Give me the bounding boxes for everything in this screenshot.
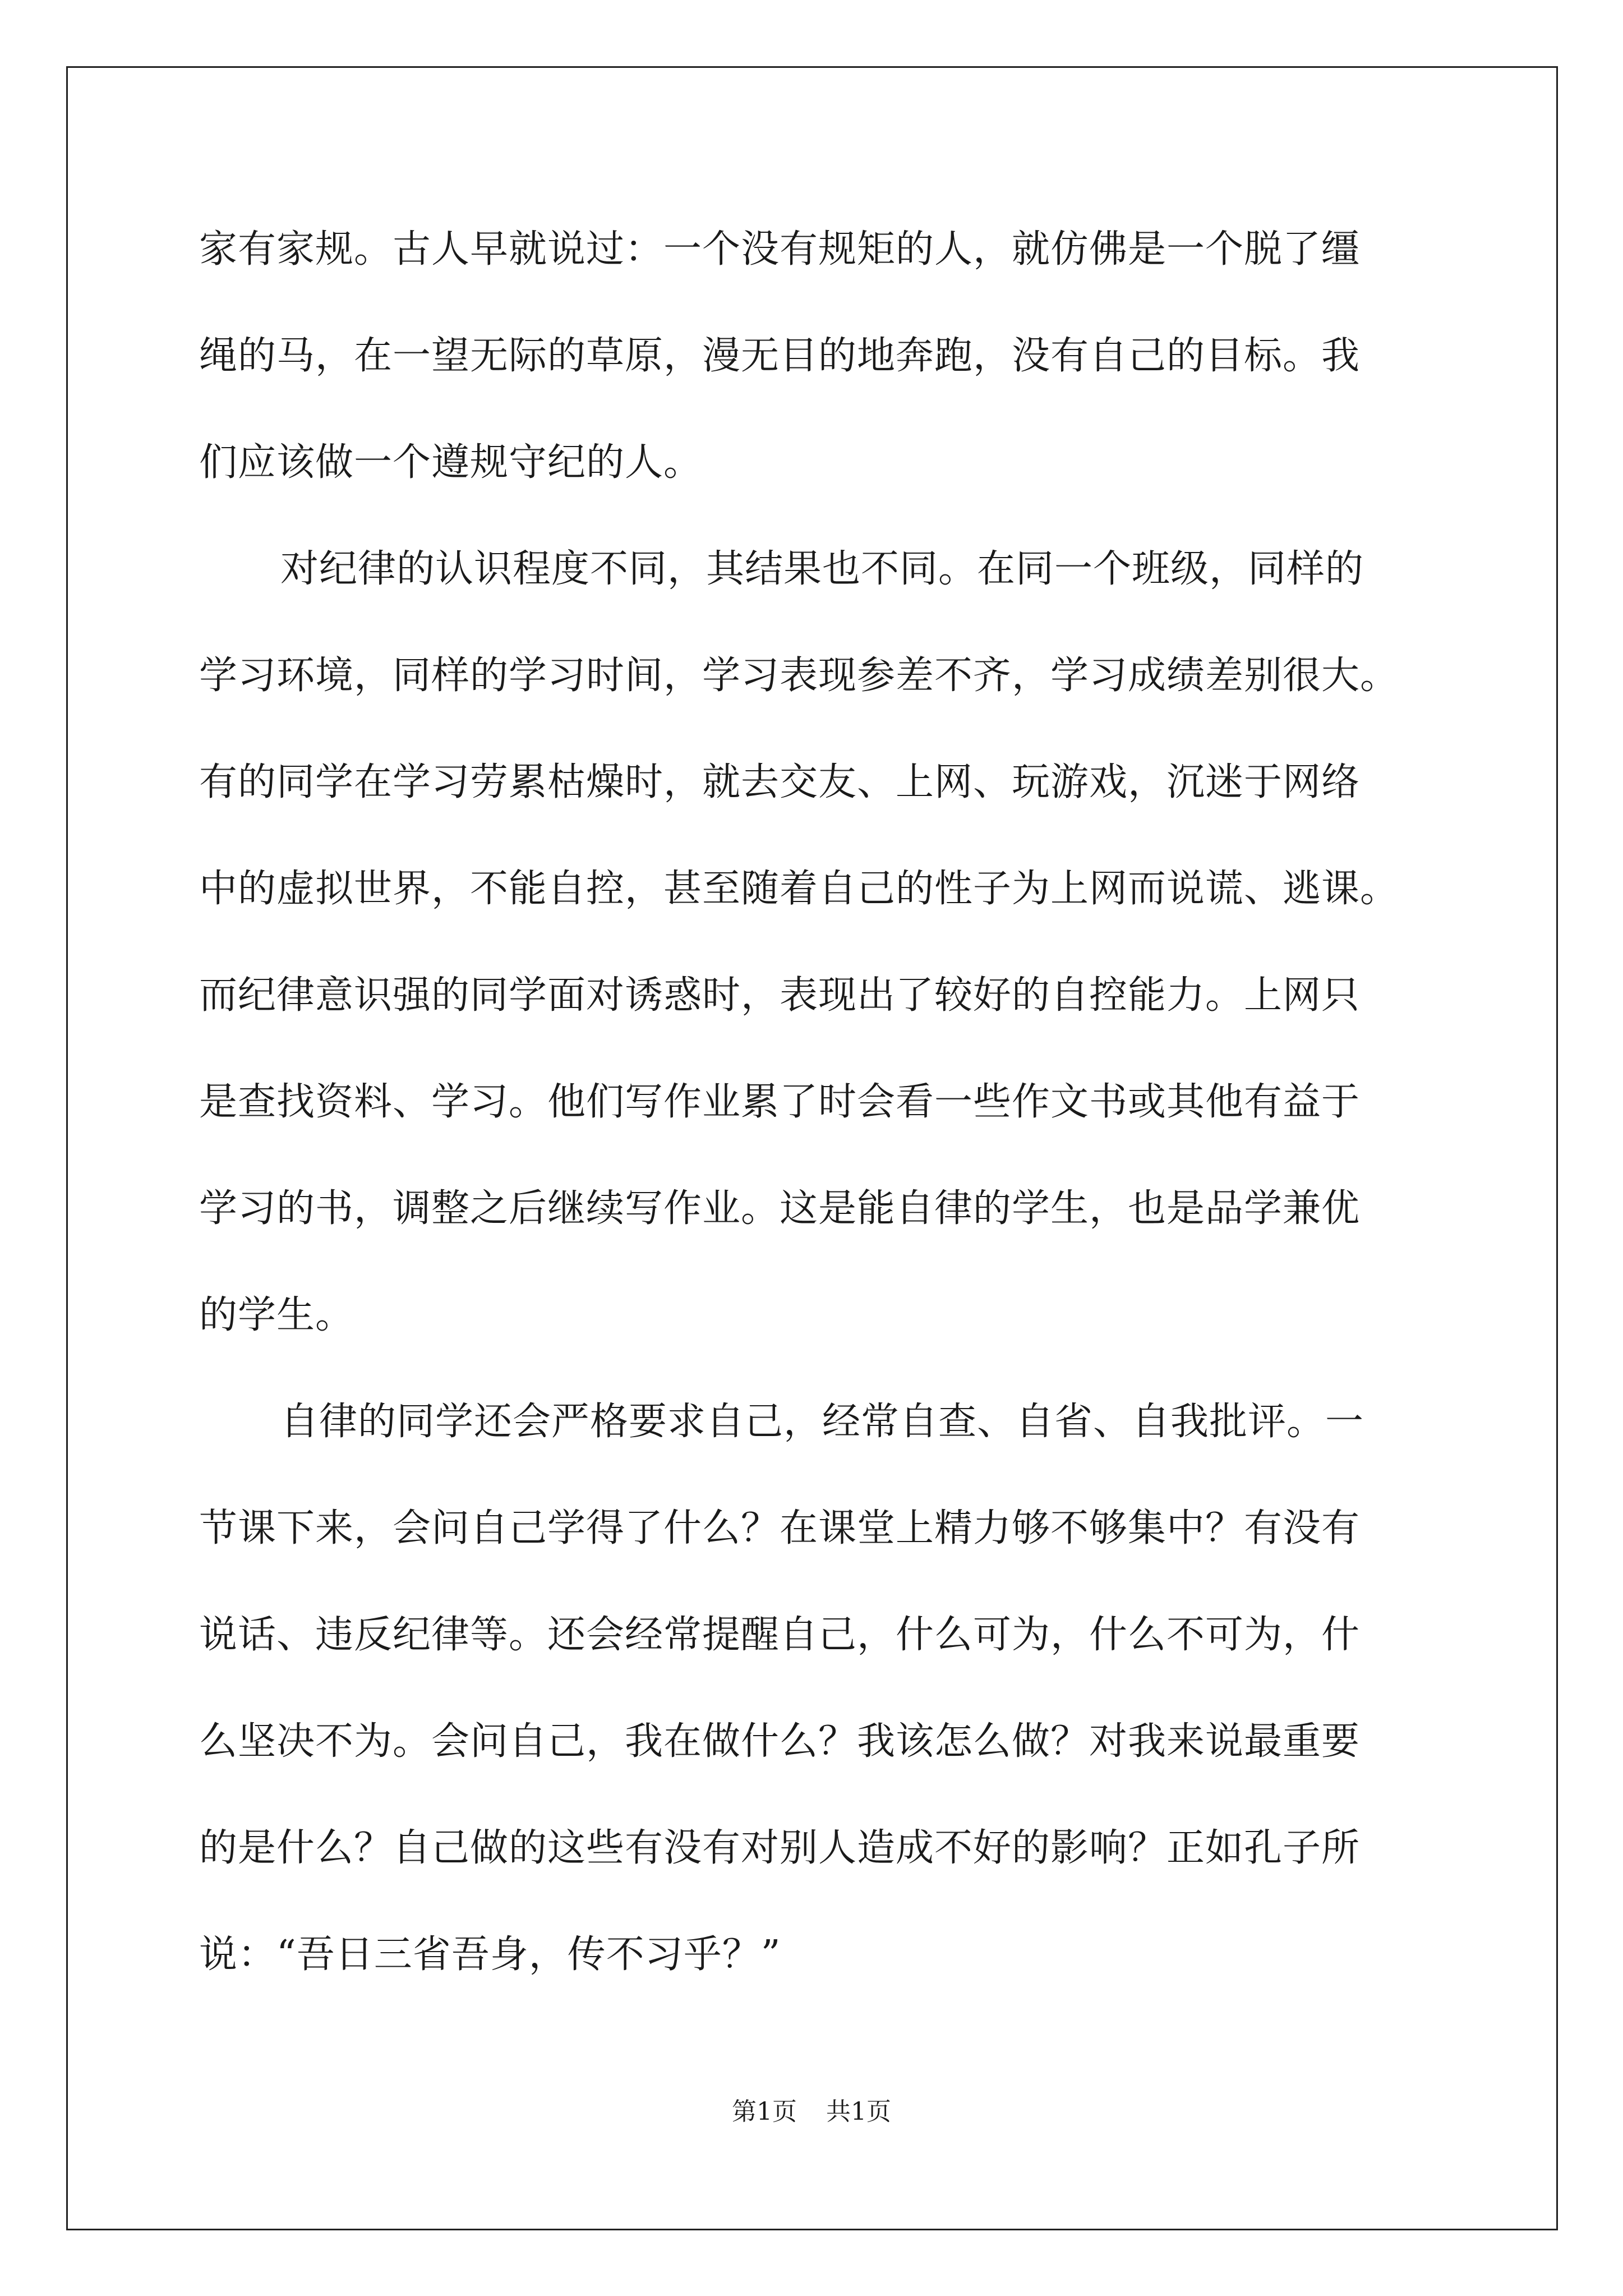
text-line: 节课下来，会问自己学得了什么？在课堂上精力够不够集中？有没有 — [199, 1506, 1361, 1550]
text-line: 说话、违反纪律等。还会经常提醒自己，什么可为，什么不可为，什 — [199, 1613, 1361, 1657]
document-body — [199, 222, 1432, 2033]
text-line: 的是什么？自己做的这些有没有对别人造成不好的影响？正如孔子所 — [199, 1826, 1361, 1870]
page-footer — [0, 2095, 1623, 2129]
text-line: 而纪律意识强的同学面对诱惑时，表现出了较好的自控能力。上网只 — [199, 973, 1361, 1018]
text-line: 么坚决不为。会问自己，我在做什么？我该怎么做？对我来说最重要 — [199, 1719, 1361, 1764]
text-line: 中的虚拟世界，不能自控，甚至随着自己的性子为上网而说谎、逃课。 — [199, 867, 1399, 911]
text-line — [199, 1394, 1432, 1501]
text-line: 家有家规。古人早就说过：一个没有规矩的人，就仿佛是一个脱了缰 — [199, 227, 1361, 272]
text-line: 有的同学在学习劳累枯燥时，就去交友、上网、玩游戏，沉迷于网络 — [199, 760, 1361, 804]
text-line: 说：“吾日三省吾身，传不习乎？” — [199, 1932, 781, 1977]
text-line: 学习环境，同样的学习时间，学习表现参差不齐，学习成绩差别很大。 — [199, 654, 1399, 698]
text-line: 的学生。 — [199, 1293, 354, 1337]
text-line — [199, 541, 1432, 648]
paragraph-start: 对纪律的认识程度不同，其结果也不同。在同一个班级，同样的 — [280, 547, 1364, 591]
page-number: 第1页 — [732, 2097, 797, 2126]
text-line: 绳的马，在一望无际的草原，漫无目的地奔跑，没有自己的目标。我 — [199, 334, 1361, 378]
page-total: 共1页 — [826, 2097, 891, 2126]
text-line: 们应该做一个遵规守纪的人。 — [199, 440, 703, 485]
paragraph-start: 自律的同学还会严格要求自己，经常自查、自省、自我批评。一 — [280, 1400, 1364, 1444]
text-line: 是查找资料、学习。他们写作业累了时会看一些作文书或其他有益于 — [199, 1080, 1361, 1124]
text-line: 学习的书，调整之后继续写作业。这是能自律的学生，也是品学兼优 — [199, 1186, 1361, 1231]
